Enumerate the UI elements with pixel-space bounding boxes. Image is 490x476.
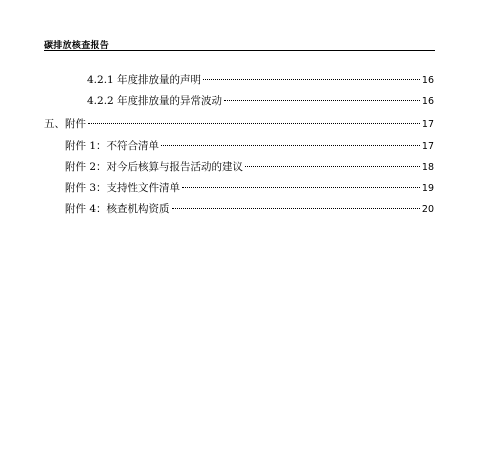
toc-entry-appendix-1[interactable]	[65, 139, 434, 154]
toc-entry-number: 附件 3：	[65, 182, 107, 194]
toc-entry-title: 支持性文件清单	[106, 182, 181, 194]
toc-leader-dots	[161, 145, 420, 146]
toc-entry-number: 附件 4：	[65, 203, 107, 215]
toc-entry-title: 年度排放量的声明	[117, 74, 202, 86]
toc-entry-title: 对今后核算与报告活动的建议	[106, 161, 244, 173]
toc-page-number: 17	[421, 141, 434, 152]
toc-leader-dots	[88, 123, 420, 124]
toc-page-number: 18	[421, 162, 434, 173]
toc-entry-section-5[interactable]	[44, 117, 434, 132]
toc-leader-dots	[172, 208, 420, 209]
toc-entry-number: 五、	[44, 118, 65, 130]
toc-entry-title: 不符合清单	[106, 140, 160, 152]
toc-page-number: 20	[421, 204, 434, 215]
toc-entry-number: 4.2.1	[87, 74, 114, 86]
toc-leader-dots	[203, 79, 420, 80]
toc-entry-number: 附件 2：	[65, 161, 107, 173]
toc-entry-number: 附件 1：	[65, 140, 107, 152]
toc-entry-appendix-4[interactable]	[65, 202, 434, 217]
toc-page-number: 16	[421, 75, 434, 86]
toc-page-number: 19	[421, 183, 434, 194]
toc-leader-dots	[245, 166, 420, 167]
toc-entry-number: 4.2.2	[87, 95, 114, 107]
toc-page-number: 17	[421, 119, 434, 130]
toc-entry-title: 核查机构资质	[106, 203, 170, 215]
toc-page-number: 16	[421, 96, 434, 107]
toc-entry-appendix-2[interactable]	[65, 160, 434, 175]
toc-entry-appendix-3[interactable]	[65, 181, 434, 196]
toc-entry-4-2-2[interactable]	[87, 94, 434, 109]
toc-entry-title: 年度排放量的异常波动	[117, 95, 223, 107]
toc-entry-4-2-1[interactable]	[87, 73, 434, 88]
toc-entry-title: 附件	[65, 118, 86, 130]
toc-leader-dots	[182, 187, 420, 188]
running-header: 碳排放核查报告	[44, 41, 110, 51]
header-rule	[44, 50, 435, 51]
toc-leader-dots	[224, 100, 420, 101]
